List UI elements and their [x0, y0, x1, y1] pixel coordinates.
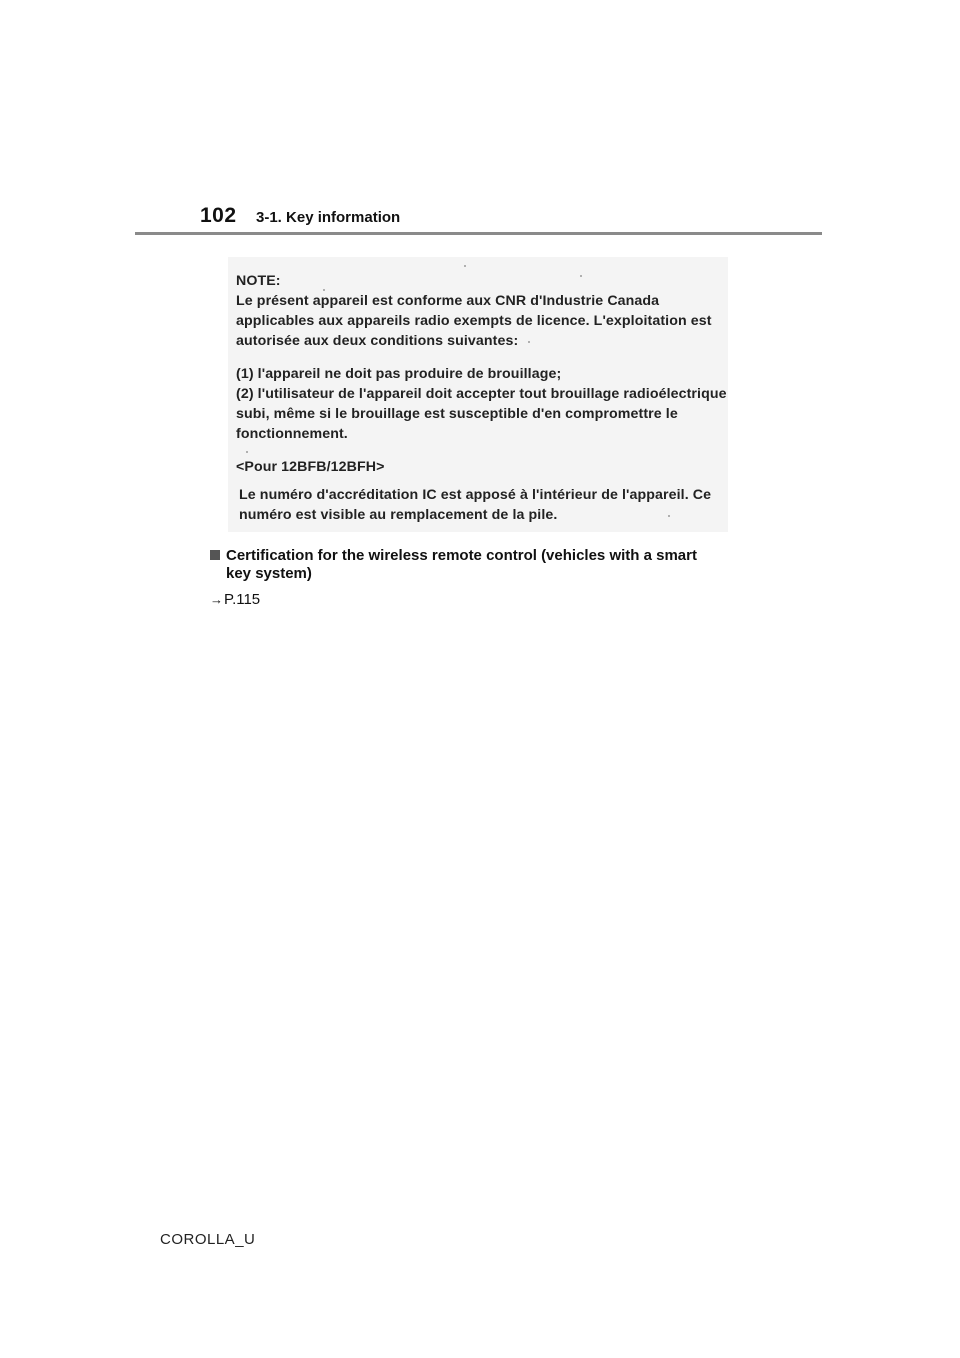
ic-line: Le numéro d'accréditation IC est apposé à l'intérieur de l'appareil. Ce	[239, 487, 712, 503]
notice-line: autorisée aux deux conditions suivantes:	[236, 333, 519, 349]
condition-line: (1) l'appareil ne doit pas produire de brouillage;	[236, 366, 562, 382]
footer-model-code: COROLLA_U	[160, 1231, 256, 1248]
square-bullet-icon	[210, 550, 220, 560]
notice-line: applicables aux appareils radio exempts de licence. L'exploitation est	[236, 313, 712, 329]
model-tag: <Pour 12BFB/12BFH>	[236, 459, 385, 475]
scanned-label-image	[228, 257, 728, 532]
page-header	[200, 200, 820, 234]
scanned-notice-text	[236, 271, 728, 525]
arrow-right-icon: →	[210, 592, 223, 607]
condition-line: fonctionnement.	[236, 426, 348, 442]
notice-line: Le présent appareil est conforme aux CNR d'Industrie Canada	[236, 293, 660, 309]
certification-heading	[210, 547, 750, 583]
condition-line: (2) l'utilisateur de l'appareil doit accepter tout brouillage radioélectrique	[236, 386, 727, 402]
condition-line: subi, même si le brouillage est susceptible d'en compromettre le	[236, 406, 678, 422]
page-reference-label: P.115	[224, 591, 261, 608]
page-reference[interactable]	[210, 591, 260, 608]
heading-line-2: key system)	[226, 565, 312, 582]
page-number: 102	[200, 204, 237, 227]
section-title: 3-1. Key information	[256, 209, 401, 226]
heading-line-1: Certification for the wireless remote control (vehicles with a smart	[226, 547, 697, 564]
note-heading: NOTE:	[236, 273, 281, 289]
header-divider	[135, 232, 822, 235]
ic-line: numéro est visible au remplacement de la pile.	[239, 507, 558, 523]
